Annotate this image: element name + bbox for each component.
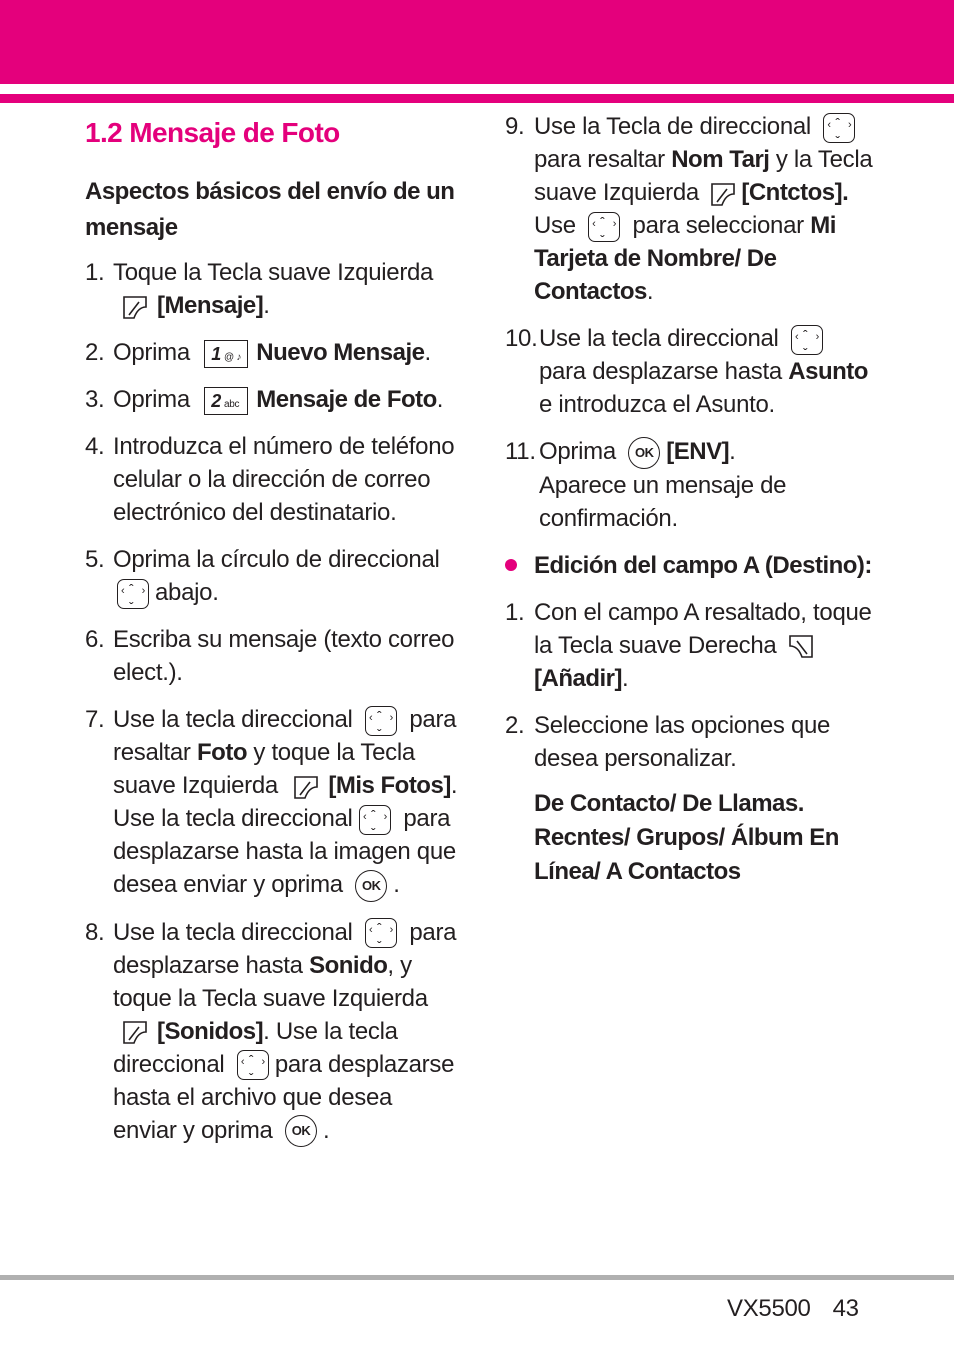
step-text: para desplazarse hasta la imagen que desea enviar y oprima xyxy=(113,805,456,898)
nav-key-icon: ˆ ‹ › ˇ xyxy=(117,579,149,609)
header-bar xyxy=(0,0,954,84)
footer-rule xyxy=(0,1275,954,1280)
section-title: 1.2 Mensaje de Foto xyxy=(85,117,340,148)
step-text: Use la tecla direccional xyxy=(113,706,353,733)
options-list: De Contacto/ De Llamas. Recntes/ Grupos/ Álbum En Línea/ A Contactos xyxy=(534,789,839,885)
step-number: 5. xyxy=(85,546,105,573)
key-number: 1 xyxy=(211,343,221,364)
step-emph: Nom Tarj xyxy=(671,146,770,173)
step-emph: [Mis Fotos] xyxy=(328,772,451,799)
ok-key-icon: OK xyxy=(285,1115,317,1147)
step-emph: [Añadir] xyxy=(534,664,622,692)
step-text: Oprima xyxy=(113,339,190,366)
nav-key-icon: ˆ ‹ › ˇ xyxy=(365,706,397,736)
right-column xyxy=(505,110,877,889)
step-emph: Mi Tarjeta de Nombre/ De Contactos xyxy=(534,212,836,305)
nav-key-icon: ˆ ‹ › ˇ xyxy=(588,212,620,242)
bullet-text: Edición del campo A (Destino): xyxy=(534,551,872,579)
step-number: 6. xyxy=(85,626,105,653)
bullet-heading xyxy=(505,549,877,582)
step-text: . Use la tecla direccional xyxy=(113,772,458,832)
step-9 xyxy=(505,110,877,308)
step-text: Seleccione las opciones que desea personalizar. xyxy=(534,711,831,772)
edit-step-1 xyxy=(505,596,877,695)
step-text: . Use la tecla direccional xyxy=(113,1017,398,1078)
step-number: 7. xyxy=(85,706,105,733)
page-number: 43 xyxy=(832,1295,859,1322)
edit-steps-list xyxy=(505,596,877,775)
step-number: 10. xyxy=(505,325,538,352)
step-7 xyxy=(85,703,460,902)
step-number: 2. xyxy=(85,339,105,366)
edit-step-2 xyxy=(505,709,877,775)
key-2-icon xyxy=(204,387,248,415)
step-text: para resaltar xyxy=(534,146,665,173)
step-text: . xyxy=(622,664,629,692)
step-text: para desplazarse hasta el archivo que desea enviar y oprima xyxy=(113,1050,455,1144)
step-3 xyxy=(85,383,460,416)
left-soft-key-icon xyxy=(709,180,737,208)
step-4 xyxy=(85,430,460,529)
step-text: Oprima la círculo de direccional xyxy=(113,546,440,573)
step-text: Introduzca el número de teléfono celular o la dirección de correo electrónico del destinatario. xyxy=(113,433,455,526)
step-number: 9. xyxy=(505,113,525,140)
step-text: para seleccionar xyxy=(632,212,804,239)
step-emph: Asunto xyxy=(788,358,868,385)
left-soft-key-icon xyxy=(292,773,320,801)
step-number: 2. xyxy=(505,711,525,739)
step-text: . xyxy=(322,1116,330,1144)
step-text: Aparece un mensaje de confirmación. xyxy=(539,471,787,532)
step-text: . xyxy=(646,278,654,305)
step-text: . xyxy=(263,292,270,319)
model-name: VX5500 xyxy=(727,1295,811,1322)
step-text: para desplazarse hasta xyxy=(539,358,782,385)
step-text: . xyxy=(729,438,736,465)
step-emph: Mensaje de Foto xyxy=(256,386,437,413)
key-1-icon xyxy=(204,340,248,368)
step-text: . xyxy=(424,339,431,366)
left-soft-key-icon xyxy=(121,1018,149,1046)
key-number: 2 xyxy=(211,390,221,411)
step-10 xyxy=(505,322,877,421)
steps-list-continued xyxy=(505,110,877,535)
bullet-dot-icon xyxy=(505,559,517,571)
step-text: Escriba su mensaje (texto correo elect.). xyxy=(113,626,455,686)
footer xyxy=(727,1292,859,1326)
step-6 xyxy=(85,623,460,689)
step-2 xyxy=(85,336,460,369)
step-text: y la Tecla suave Izquierda xyxy=(534,146,873,206)
step-emph: Nuevo Mensaje xyxy=(256,339,425,366)
step-text: para desplazarse hasta xyxy=(113,918,457,979)
step-number: 1. xyxy=(505,598,525,626)
step-text: y toque la Tecla suave Izquierda xyxy=(113,739,415,799)
step-emph: [Cntctos]. xyxy=(741,179,849,206)
step-text: Use xyxy=(534,212,576,239)
step-text: Use la Tecla de direccional xyxy=(534,113,811,140)
header-rule xyxy=(0,94,954,103)
step-5 xyxy=(85,543,460,609)
step-text: , y toque la Tecla suave Izquierda xyxy=(113,951,428,1012)
right-soft-key-icon xyxy=(787,632,815,660)
step-11 xyxy=(505,435,877,535)
key-label: abc xyxy=(223,398,240,410)
step-number: 3. xyxy=(85,386,105,413)
nav-key-icon: ˆ ‹ › ˇ xyxy=(823,113,855,143)
step-emph: [ENV] xyxy=(666,438,730,465)
step-text: Con el campo A resaltado, toque la Tecla suave Derecha xyxy=(534,598,872,659)
step-text: Oprima xyxy=(539,438,616,465)
step-text: Oprima xyxy=(113,386,190,413)
step-1 xyxy=(85,256,460,322)
step-text: . xyxy=(436,386,444,413)
step-text: e introduzca el Asunto. xyxy=(539,391,775,418)
subhead: Aspectos básicos del envío de un mensaje xyxy=(85,178,455,241)
left-column xyxy=(85,110,460,1161)
step-number: 4. xyxy=(85,433,105,460)
step-text: Use la tecla direccional xyxy=(113,918,353,946)
nav-key-icon: ˆ ‹ › ˇ xyxy=(359,805,391,835)
steps-list xyxy=(85,256,460,1147)
ok-key-icon: OK xyxy=(355,870,387,902)
step-text: Toque la Tecla suave Izquierda xyxy=(113,259,434,286)
step-emph: [Mensaje] xyxy=(157,292,264,319)
step-text: Use la tecla direccional xyxy=(539,325,779,352)
left-soft-key-icon xyxy=(121,293,149,321)
step-number: 11. xyxy=(505,438,536,465)
step-text: para resaltar xyxy=(113,706,457,766)
step-text: abajo. xyxy=(155,579,219,606)
nav-key-icon: ˆ ‹ › ˇ xyxy=(237,1050,269,1080)
step-text: . xyxy=(393,871,400,898)
nav-key-icon: ˆ ‹ › ˇ xyxy=(365,918,397,948)
step-number: 1. xyxy=(85,259,105,286)
nav-key-icon: ˆ ‹ › ˇ xyxy=(791,325,823,355)
ok-key-icon: OK xyxy=(628,437,660,469)
step-emph: Sonido xyxy=(309,951,388,979)
step-emph: Foto xyxy=(197,739,247,766)
step-8 xyxy=(85,916,460,1148)
step-emph: [Sonidos] xyxy=(157,1017,264,1045)
key-label: @ ♪ xyxy=(223,351,242,363)
step-number: 8. xyxy=(85,918,105,946)
